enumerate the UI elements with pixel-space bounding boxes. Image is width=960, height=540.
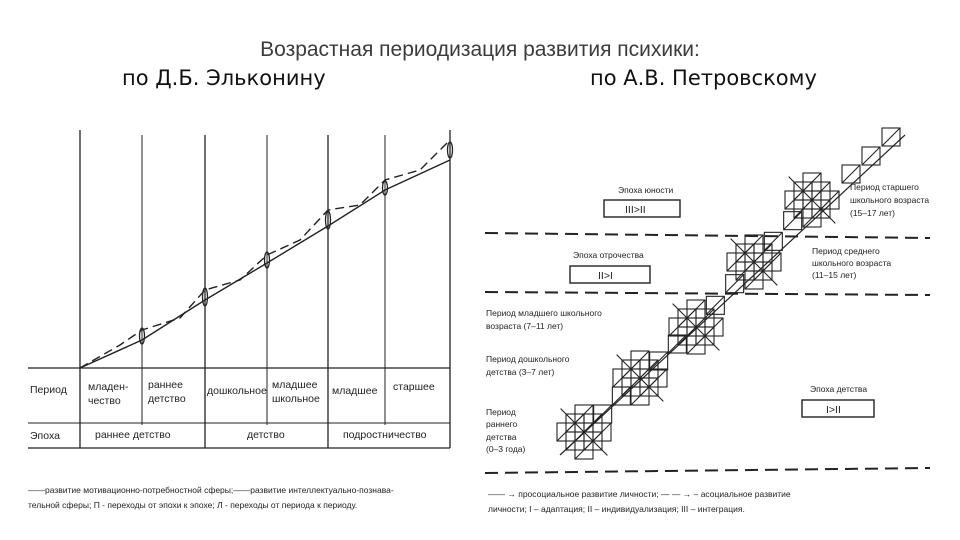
page-title: Возрастная периодизация развития психики: [260,38,700,61]
period-text: детства (3–7 лет) [486,367,555,377]
period-label: дошкольное [207,385,267,397]
stair-diagonal [764,232,782,250]
petrovsky-labels [486,182,929,514]
period-text: Период дошкольного [486,354,570,364]
period-label: младен- [88,381,129,393]
period-text: возраста (7–11 лет) [486,321,564,331]
stair-diagonal [650,352,668,370]
period-text: (11–15 лет) [812,270,857,280]
epoch-name: Эпоха отрочества [573,250,644,260]
row-label-period: Период [30,384,67,396]
epoch-boundary [485,233,930,238]
petrovsky-legend: личности; I – адаптация; II – индивидуализация; III – интеграция. [488,504,745,514]
epoch-code: I>II [826,404,841,416]
elkonin-legend: тельной сферы; П - переходы от эпохи к эпохе; Л - переходы от периода к периоду. [28,500,358,510]
epoch-label: детство [247,429,285,441]
epoch-boundary [485,468,930,473]
stair-diagonal [784,212,802,230]
row-label-epoch: Эпоха [30,430,60,442]
stair-diagonal [726,275,744,293]
period-text: школьного возраста [812,258,892,268]
period-text: (15–17 лет) [850,208,895,218]
period-label: чество [88,395,121,407]
period-label: школьное [272,393,320,405]
period-text: Период старшего [850,182,919,192]
epoch-label: подростничество [343,429,427,441]
period-text: детства [486,432,517,442]
stair-diagonal [668,335,686,353]
stair-diagonal [862,147,880,165]
period-text: Период среднего [812,246,880,256]
subtitle-elkonin: по Д.Б. Эльконину [122,66,326,90]
epoch-boundary [485,292,930,295]
stair-diagonal [842,165,860,183]
epoch-label: раннее детство [95,429,171,441]
stair-diagonal [882,128,900,146]
period-text: Период [486,407,516,417]
petrovsky-diagram [485,128,930,473]
subtitle-petrovsky: по А.В. Петровскому [590,66,817,90]
period-label: старшее [393,381,435,393]
period-label: раннее [148,379,183,391]
epoch-name: Эпоха юности [618,185,674,195]
period-label: младшее [272,379,318,391]
epoch-code: III>II [625,204,646,216]
period-text: Период младшего школьного [486,308,602,318]
elkonin-legend: ——развитие мотивационно-потребностной сферы;——развитие интеллектуально-познава- [28,485,394,495]
petrovsky-legend: —— → просоциальное развитие личности; — — → – асоциальное развитие [488,489,791,499]
epoch-name: Эпоха детства [810,384,868,394]
period-text: школьного возраста [850,195,930,205]
period-text: (0–3 года) [486,444,526,454]
elkonin-labels [28,379,435,510]
period-text: раннего [486,419,518,429]
period-label: младшее [332,385,378,397]
period-label: детство [148,393,186,405]
epoch-code: II>I [598,270,613,282]
